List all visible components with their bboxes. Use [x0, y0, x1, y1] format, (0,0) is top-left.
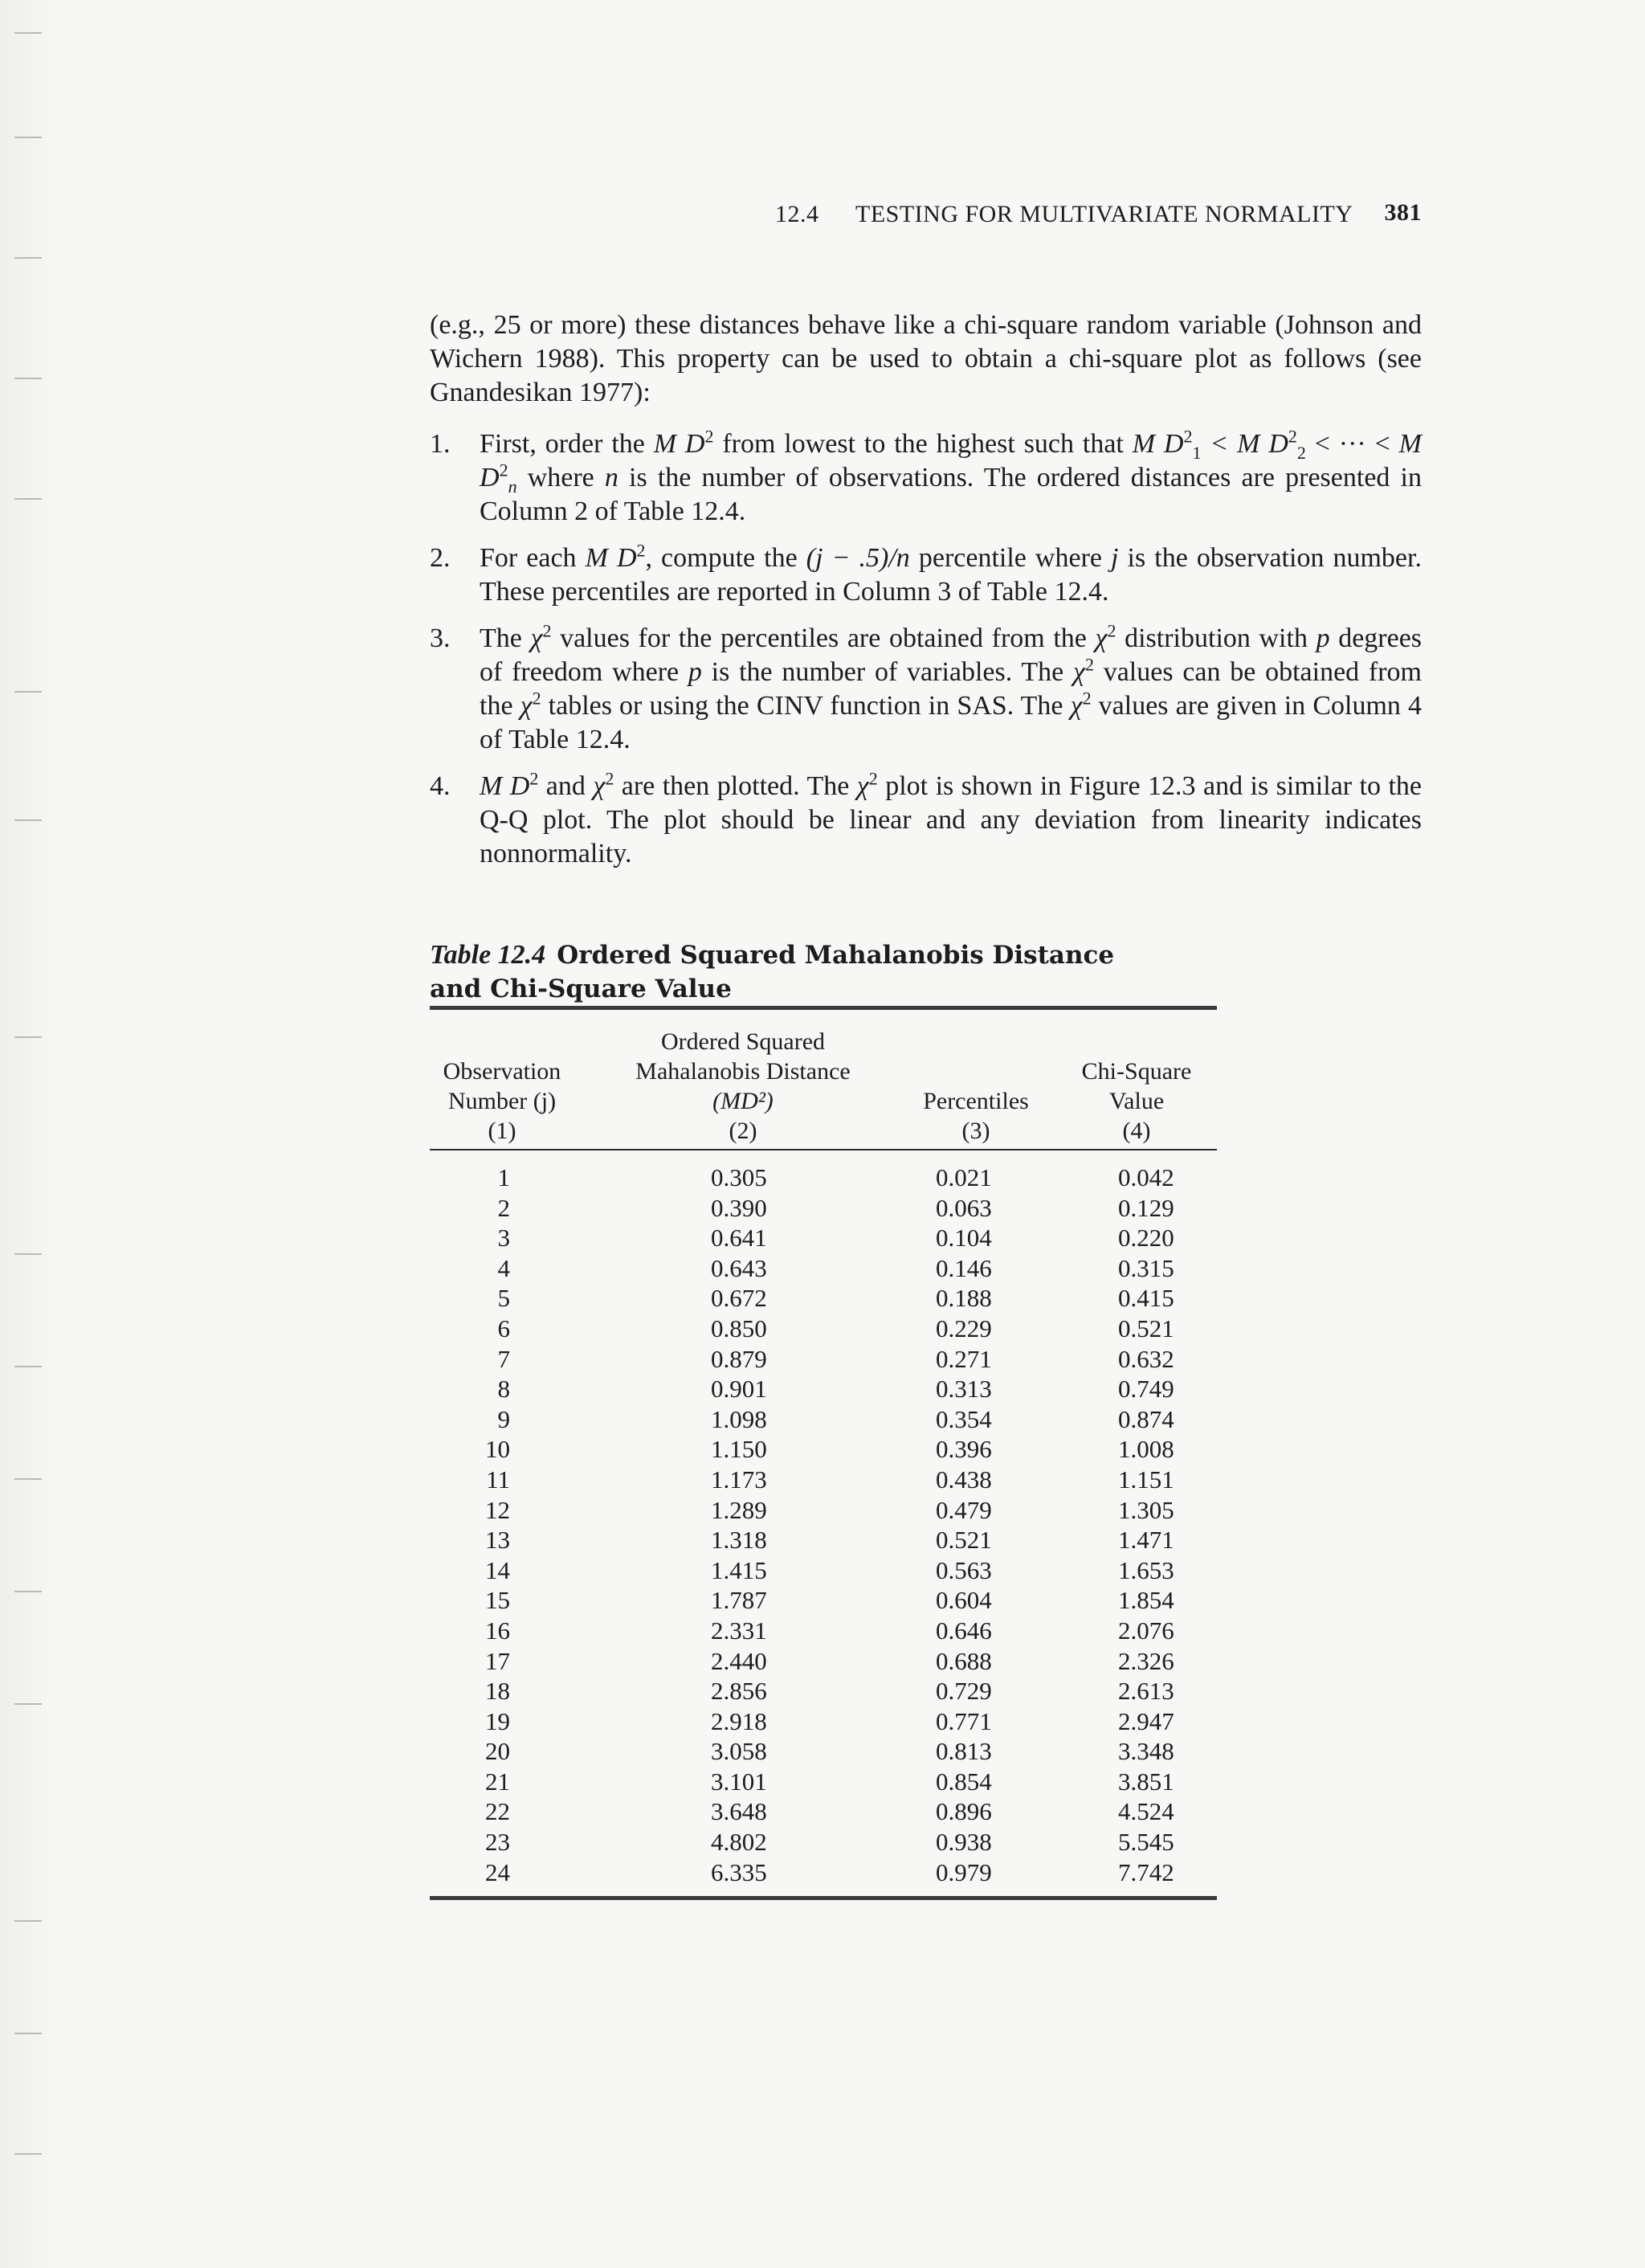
- table-row: [430, 1707, 1217, 1738]
- observation-cell: 7: [497, 1344, 510, 1373]
- percentile-cell: 0.854: [936, 1767, 992, 1796]
- observation-cell: 16: [485, 1616, 510, 1645]
- table-row: [430, 1435, 1217, 1465]
- table-caption: [430, 938, 1169, 1006]
- chi-square-cell: 3.348: [1118, 1737, 1174, 1766]
- distance-cell: 2.331: [711, 1616, 767, 1645]
- table-body: [430, 1163, 1217, 1888]
- table-header-rule: [430, 1149, 1217, 1150]
- distance-cell: 0.390: [711, 1193, 767, 1222]
- distance-cell: 3.648: [711, 1797, 767, 1826]
- distance-cell: 3.058: [711, 1737, 767, 1766]
- observation-cell: 23: [485, 1828, 510, 1857]
- list-item: 4. M $D^2$ and $\chi^2$ are then plotted. The $\chi^2$ plot is shown in Figure 12.3 and is similar to the Q-Q plot. The plot should be linear and any deviation from linearity indicates nonnormality.: [430, 768, 1422, 868]
- observation-cell: 4: [497, 1253, 510, 1282]
- observation-cell: 1: [497, 1163, 510, 1191]
- chi-square-cell: 5.545: [1118, 1828, 1174, 1857]
- percentile-cell: 0.313: [936, 1375, 992, 1404]
- chi-square-cell: 0.749: [1118, 1375, 1174, 1404]
- distance-cell: 1.150: [711, 1435, 767, 1464]
- chi-square-cell: 1.854: [1118, 1586, 1174, 1615]
- table-row: [430, 1677, 1217, 1707]
- column-header-observation: Observation Number (j) (1): [443, 1058, 561, 1144]
- observation-cell: 21: [485, 1767, 510, 1796]
- chi-square-cell: 0.129: [1118, 1193, 1174, 1222]
- percentile-cell: 0.354: [936, 1404, 992, 1433]
- table-row: [430, 1737, 1217, 1767]
- observation-cell: 15: [485, 1586, 510, 1615]
- percentile-cell: 0.813: [936, 1737, 992, 1766]
- list-item: 1. First, order the M $D^2$ from lowest to the highest such that M $D^2_1 < M$ $D^2_2$ < ··· < M $D^2_n$ where n is the number of observations. The ordered distances are presented in Column 2 of Table 12.4.: [430, 426, 1422, 526]
- distance-cell: 4.802: [711, 1828, 767, 1857]
- percentile-cell: 0.521: [936, 1526, 992, 1555]
- table-row: [430, 1194, 1217, 1224]
- distance-cell: 0.879: [711, 1344, 767, 1373]
- observation-cell: 22: [485, 1797, 510, 1826]
- table-header: [430, 1027, 1217, 1147]
- list-item: 3. The $\chi^2$ values for the percentiles are obtained from the $\chi^2$ distribution with p degrees of freedom where p is the number of variables. The $\chi^2$ values can be obtained from the $\chi^2$ tables or using the CINV function in SAS. The $\chi^2$ values are given in Column 4 of Table 12.4.: [430, 620, 1423, 754]
- list-item: 2. For each M $D^2$, compute the (j − .5)/n percentile where j is the observation number. These percentiles are reported in Column 3 of Table 12.4.: [430, 540, 1422, 607]
- chi-square-cell: 2.326: [1118, 1646, 1174, 1675]
- percentile-cell: 0.938: [936, 1828, 992, 1857]
- table-row: [430, 1496, 1217, 1526]
- observation-cell: 3: [497, 1224, 510, 1253]
- table-row: [430, 1465, 1217, 1496]
- observation-cell: 5: [497, 1284, 510, 1313]
- page-number: 381: [1384, 199, 1422, 226]
- observation-cell: 9: [497, 1404, 510, 1433]
- table-row: [430, 1224, 1217, 1254]
- chi-square-cell: 1.305: [1118, 1495, 1174, 1524]
- chi-square-cell: 0.220: [1118, 1224, 1174, 1253]
- chi-square-cell: 2.076: [1118, 1616, 1174, 1645]
- section-number: 12.4: [775, 201, 819, 227]
- distance-cell: 0.641: [711, 1224, 767, 1253]
- intro-paragraph: (e.g., 25 or more) these distances behave like a chi-square random variable (Johnson and Wichern 1988). This property can be used to obtain a chi-square plot as follows (see Gnandesikan 1977):: [430, 310, 1422, 407]
- percentile-cell: 0.646: [936, 1616, 992, 1645]
- table-row: [430, 1647, 1217, 1678]
- observation-cell: 13: [485, 1526, 510, 1555]
- table-row: [430, 1828, 1217, 1858]
- observation-cell: 2: [497, 1193, 510, 1222]
- chi-square-cell: 7.742: [1118, 1857, 1174, 1886]
- distance-cell: 3.101: [711, 1767, 767, 1796]
- table-top-rule: [430, 1006, 1217, 1010]
- chi-square-cell: 4.524: [1118, 1797, 1174, 1826]
- table-bottom-rule: [430, 1896, 1217, 1900]
- distance-cell: 1.289: [711, 1495, 767, 1524]
- chi-square-cell: 2.947: [1118, 1706, 1174, 1735]
- distance-cell: 0.850: [711, 1314, 767, 1342]
- distance-cell: 1.415: [711, 1555, 767, 1584]
- observation-cell: 18: [485, 1677, 510, 1706]
- table-row: [430, 1797, 1217, 1828]
- table-row: [430, 1556, 1217, 1587]
- percentile-cell: 0.771: [936, 1706, 992, 1735]
- percentile-cell: 0.479: [936, 1495, 992, 1524]
- percentile-cell: 0.063: [936, 1193, 992, 1222]
- percentile-cell: 0.979: [936, 1857, 992, 1886]
- distance-cell: 0.672: [711, 1284, 767, 1313]
- distance-cell: 6.335: [711, 1857, 767, 1886]
- distance-cell: 0.643: [711, 1253, 767, 1282]
- observation-cell: 20: [485, 1737, 510, 1766]
- observation-cell: 8: [497, 1375, 510, 1404]
- observation-cell: 17: [485, 1646, 510, 1675]
- distance-cell: 2.440: [711, 1646, 767, 1675]
- percentile-cell: 0.188: [936, 1284, 992, 1313]
- observation-cell: 14: [485, 1555, 510, 1584]
- percentile-cell: 0.396: [936, 1435, 992, 1464]
- percentile-cell: 0.271: [936, 1344, 992, 1373]
- observation-cell: 12: [485, 1495, 510, 1524]
- distance-cell: 1.098: [711, 1404, 767, 1433]
- percentile-cell: 0.438: [936, 1465, 992, 1494]
- distance-cell: 2.918: [711, 1706, 767, 1735]
- chi-square-cell: 1.008: [1118, 1435, 1174, 1464]
- percentile-cell: 0.021: [936, 1163, 992, 1191]
- distance-cell: 1.787: [711, 1586, 767, 1615]
- chi-square-cell: 0.415: [1118, 1284, 1174, 1313]
- chi-square-cell: 3.851: [1118, 1767, 1174, 1796]
- distance-cell: 1.173: [711, 1465, 767, 1494]
- table-row: [430, 1345, 1217, 1375]
- chi-square-cell: 1.151: [1118, 1465, 1174, 1494]
- percentile-cell: 0.229: [936, 1314, 992, 1342]
- observation-cell: 6: [497, 1314, 510, 1342]
- table-row: [430, 1284, 1217, 1314]
- distance-cell: 1.318: [711, 1526, 767, 1555]
- table-row: [430, 1254, 1217, 1285]
- procedure-list: [430, 427, 1422, 884]
- chi-square-cell: 1.471: [1118, 1526, 1174, 1555]
- table-row: [430, 1163, 1217, 1194]
- percentile-cell: 0.688: [936, 1646, 992, 1675]
- table-row: [430, 1405, 1217, 1436]
- chi-square-cell: 2.613: [1118, 1677, 1174, 1706]
- chi-square-cell: 0.632: [1118, 1344, 1174, 1373]
- chi-square-cell: 0.042: [1118, 1163, 1174, 1191]
- table-row: [430, 1375, 1217, 1405]
- percentile-cell: 0.604: [936, 1586, 992, 1615]
- table-row: [430, 1858, 1217, 1889]
- book-page: [430, 201, 1422, 1968]
- observation-cell: 11: [486, 1465, 510, 1494]
- chi-square-cell: 0.521: [1118, 1314, 1174, 1342]
- distance-cell: 2.856: [711, 1677, 767, 1706]
- column-header-distance: Ordered Squared Mahalanobis Distance (MD²) (2): [635, 1028, 851, 1144]
- table-label: Table 12.4: [430, 940, 546, 970]
- chi-square-cell: 1.653: [1118, 1555, 1174, 1584]
- table-title: Ordered Squared Mahalanobis Distance and Chi-Square Value: [430, 941, 1115, 1003]
- observation-cell: 10: [485, 1435, 510, 1464]
- table-row: [430, 1586, 1217, 1616]
- table-row: [430, 1314, 1217, 1345]
- table-row: [430, 1616, 1217, 1647]
- column-header-percentiles: Percentiles (3): [923, 1088, 1029, 1144]
- column-header-chi-square: Chi-Square Value (4): [1081, 1058, 1192, 1144]
- chi-square-cell: 0.874: [1118, 1404, 1174, 1433]
- distance-cell: 0.305: [711, 1163, 767, 1191]
- percentile-cell: 0.729: [936, 1677, 992, 1706]
- chi-square-cell: 0.315: [1118, 1253, 1174, 1282]
- section-title: TESTING FOR MULTIVARIATE NORMALITY: [855, 201, 1353, 227]
- percentile-cell: 0.896: [936, 1797, 992, 1826]
- table-row: [430, 1526, 1217, 1556]
- observation-cell: 24: [485, 1857, 510, 1886]
- table-row: [430, 1767, 1217, 1798]
- percentile-cell: 0.146: [936, 1253, 992, 1282]
- percentile-cell: 0.104: [936, 1224, 992, 1253]
- distance-cell: 0.901: [711, 1375, 767, 1404]
- observation-cell: 19: [485, 1706, 510, 1735]
- percentile-cell: 0.563: [936, 1555, 992, 1584]
- book-binding-edge: [0, 0, 56, 2268]
